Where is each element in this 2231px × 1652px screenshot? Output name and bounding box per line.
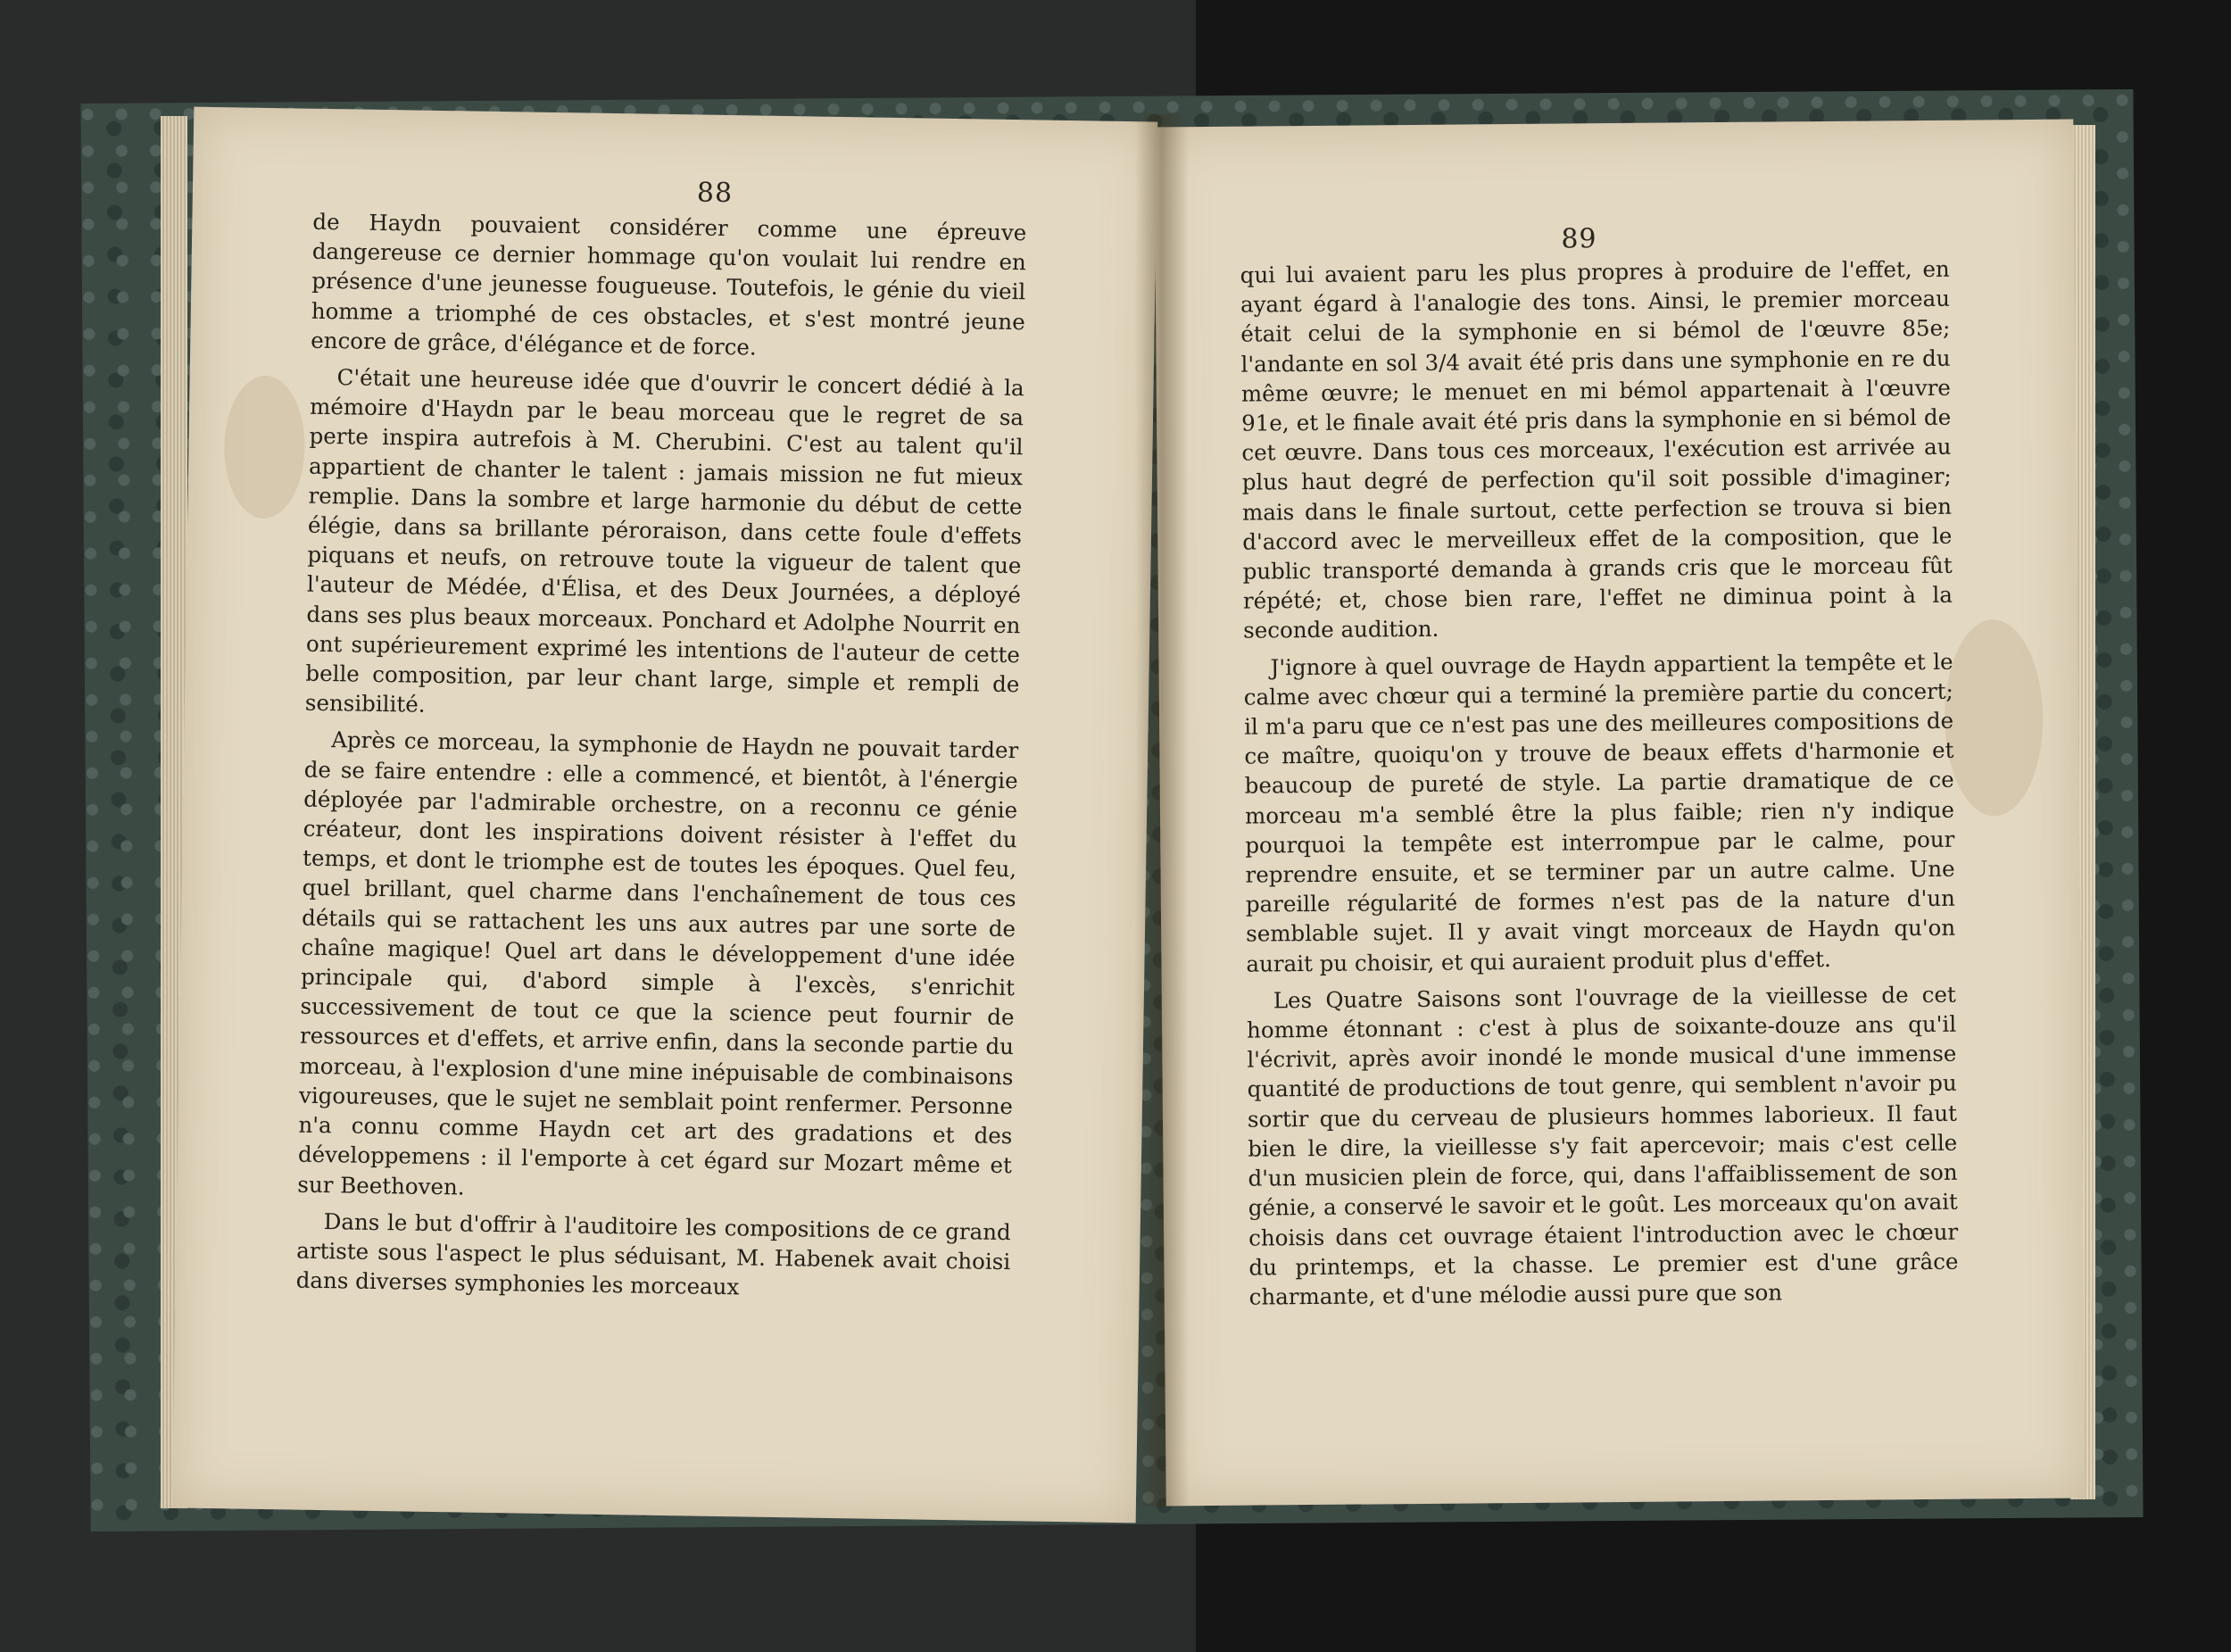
left-page xyxy=(172,107,1158,1523)
right-page-text xyxy=(1240,254,1959,1312)
page-number-right: 89 xyxy=(1561,223,1597,255)
paragraph: C'était une heureuse idée que d'ouvrir le concert dédié à la mémoire d'Haydn par le beau morceau que le regret de sa perte inspira autrefois à M. Cherubini. C'est au talent qu'il appartient de chanter le talent : jamais mission ne fut mieux remplie. Dans la sombre et large harmonie du début de cette élégie, dans sa brillante péroraison, dans cette foule d'effets piquans et neufs, on retrouve toute la vigueur de talent que l'auteur de Médée, d'Élisa, et des Deux Journées, a déployé dans ses plus beaux morceaux. Ponchard et Adolphe Nourrit en ont supérieurement exprimé les intentions de l'auteur de cette belle composition, par leur chant large, simple et rempli de sensibilité. xyxy=(304,364,1024,718)
paper-stain xyxy=(223,375,306,519)
paragraph: de Haydn pouvaient considérer comme une épreuve dangereuse ce dernier hommage qu'on voulait lui rendre en présence d'une jeunesse fougueuse. Toutefois, le génie du vieil homme a triomphé de ces obstacles, et s'est montré jeune encore de grâce, d'élégance et de force. xyxy=(311,208,1027,361)
right-page xyxy=(1154,120,2085,1507)
page-number-left: 88 xyxy=(696,177,734,210)
left-page-text xyxy=(296,207,1027,1307)
paragraph: Après ce morceau, la symphonie de Haydn ne pouvait tarder de se faire entendre : elle a commencé, et bientôt, à l'énergie déployée par l'admirable orchestre, on a reconnu ce génie créateur, dont les inspirations doivent résister à l'effet du temps, et dont le triomphe est de toutes les époques. Quel feu, quel brillant, quel charme dans l'enchaînement de tous ces détails qui se rattachent les uns aux autres par une sorte de chaîne magique! Quel art dans le développement d'une idée principale qui, d'abord simple à l'excès, s'enrichit successivement de tout ce que la science peut fournir de ressources et d'effets, et arrive enfin, dans la seconde partie du morceau, à l'explosion d'une mine inépuisable de combinaisons vigoureuses, que le sujet ne semblait point renfermer. Personne n'a connu comme Haydn cet art des gradations et des développemens : il l'emporte à cet égard sur Mozart même et sur Beethoven. xyxy=(297,726,1019,1200)
paragraph: qui lui avaient paru les plus propres à produire de l'effet, en ayant égard à l'analogie des tons. Ainsi, le premier morceau était celui de la symphonie en si bémol de l'œuvre 85e; l'andante en sol 3/4 avait été pris dans une symphonie en re du même œuvre; le menuet en mi bémol appartenait à l'œuvre 91e, et le finale avait été pris dans la symphonie en si bémol de cet œuvre. Dans tous ces morceaux, l'exécution est arrivée au plus haut degré de perfection qu'il soit possible d'imaginer; mais dans le finale surtout, cette perfection se trouva si bien d'accord avec le merveilleux effet de la composition, que le public transporté demanda à grands cris que le morceau fût répété; et, chose bien rare, l'effet ne diminua point à la seconde audition. xyxy=(1240,255,1953,644)
paragraph: J'ignore à quel ouvrage de Haydn appartient la tempête et le calme avec chœur qui a terminé la première partie du concert; il m'a paru que ce n'est pas une des meilleures compositions de ce maître, quoiqu'on y trouve de beaux effets d'harmonie et beaucoup de pureté de style. La partie dramatique de ce morceau m'a semblé être la plus faible; rien n'y indique pourquoi la tempête est interrompue par le calme, pour reprendre ensuite, et se terminer par un autre calme. Une pareille régularité de formes n'est pas de la nature d'un semblable sujet. Il y avait vingt morceaux de Haydn qu'on aurait pu choisir, et qui auraient produit plus d'effet. xyxy=(1243,648,1956,977)
book-gutter xyxy=(1135,114,1189,1507)
paper-stain xyxy=(1944,619,2044,817)
paragraph: Les Quatre Saisons sont l'ouvrage de la vieillesse de cet homme étonnant : c'est à plus de soixante-douze ans qu'il l'écrivit, après avoir inondé le monde musical d'une immense quantité de productions de tout genre, qui semblent n'avoir pu sortir que du cerveau de plusieurs hommes laborieux. Il faut bien le dire, la vieillesse s'y fait apercevoir; mais c'est celle d'un musicien plein de force, qui, dans l'affaiblissement de son génie, a conservé le savoir et le goût. Les morceaux qu'on avait choisis dans cet ouvrage étaient l'introduction avec le chœur du printemps, et la chasse. Le premier est d'une grâce charmante, et d'une mélodie aussi pure que son xyxy=(1246,981,1959,1310)
paragraph: Dans le but d'offrir à l'auditoire les compositions de ce grand artiste sous l'aspect le plus séduisant, M. Habenek avait choisi dans diverses symphonies les morceaux xyxy=(295,1208,1011,1300)
